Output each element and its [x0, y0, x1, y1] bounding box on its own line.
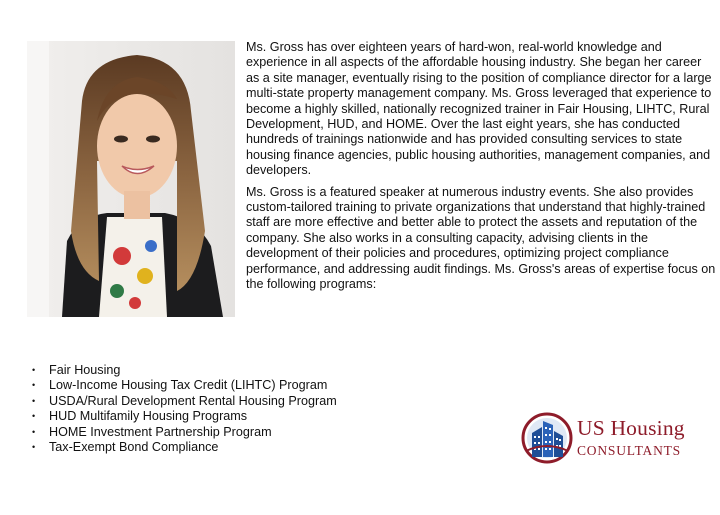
bullet-icon: •	[32, 365, 36, 375]
list-item: • HOME Investment Partnership Program	[32, 424, 272, 439]
list-item: • USDA/Rural Development Rental Housing Program	[32, 393, 337, 408]
bio-paragraph-1: Ms. Gross has over eighteen years of hard-won, real-world knowledge and experience in all aspects of the affordable housing industry. She began her career as a site manager, eventually rising to the position of compliance director for a large multi-state property management company. Ms. Gross leveraged that experience to become a highly skilled, nationally recognized trainer in Fair Housing, LIHTC, Rural Development, HUD, and HOME. Over the last eight years, she has conducted hundreds of trainings nationwide and has provided consulting services to state housing finance agencies, public housing authorities, management companies, and developers.	[246, 40, 712, 178]
list-item: • Tax-Exempt Bond Compliance	[32, 440, 219, 455]
logo-title: US Housing	[577, 416, 685, 440]
bullet-icon: •	[32, 395, 36, 406]
bullet-icon: •	[32, 411, 36, 422]
bullet-icon: •	[32, 380, 36, 391]
bio-text	[246, 40, 716, 299]
logo-subtitle: CONSULTANTS	[577, 443, 681, 458]
portrait-illustration	[27, 41, 235, 317]
programs-list	[30, 363, 337, 455]
bullet-icon: •	[32, 426, 36, 437]
portrait-photo	[27, 41, 235, 317]
building-globe-icon	[520, 411, 574, 465]
list-item: • HUD Multifamily Housing Programs	[32, 409, 248, 424]
us-housing-consultants-logo	[520, 411, 700, 467]
bullet-icon: •	[32, 442, 36, 453]
list-item: • Fair Housing	[32, 363, 121, 377]
list-item: • Low-Income Housing Tax Credit (LIHTC) Program	[32, 378, 328, 393]
bio-paragraph-2: Ms. Gross is a featured speaker at numerous industry events. She also provides custom-tailored training to private organizations that understand that highly-trained staff are more effective and better able to protect the assets and reputation of the company. She also works in a consulting capacity, advising clients in the development of their policies and procedures, optimizing project compliance performance, and addressing audit findings. Ms. Gross's areas of expertise focus on the following programs:	[246, 184, 716, 292]
